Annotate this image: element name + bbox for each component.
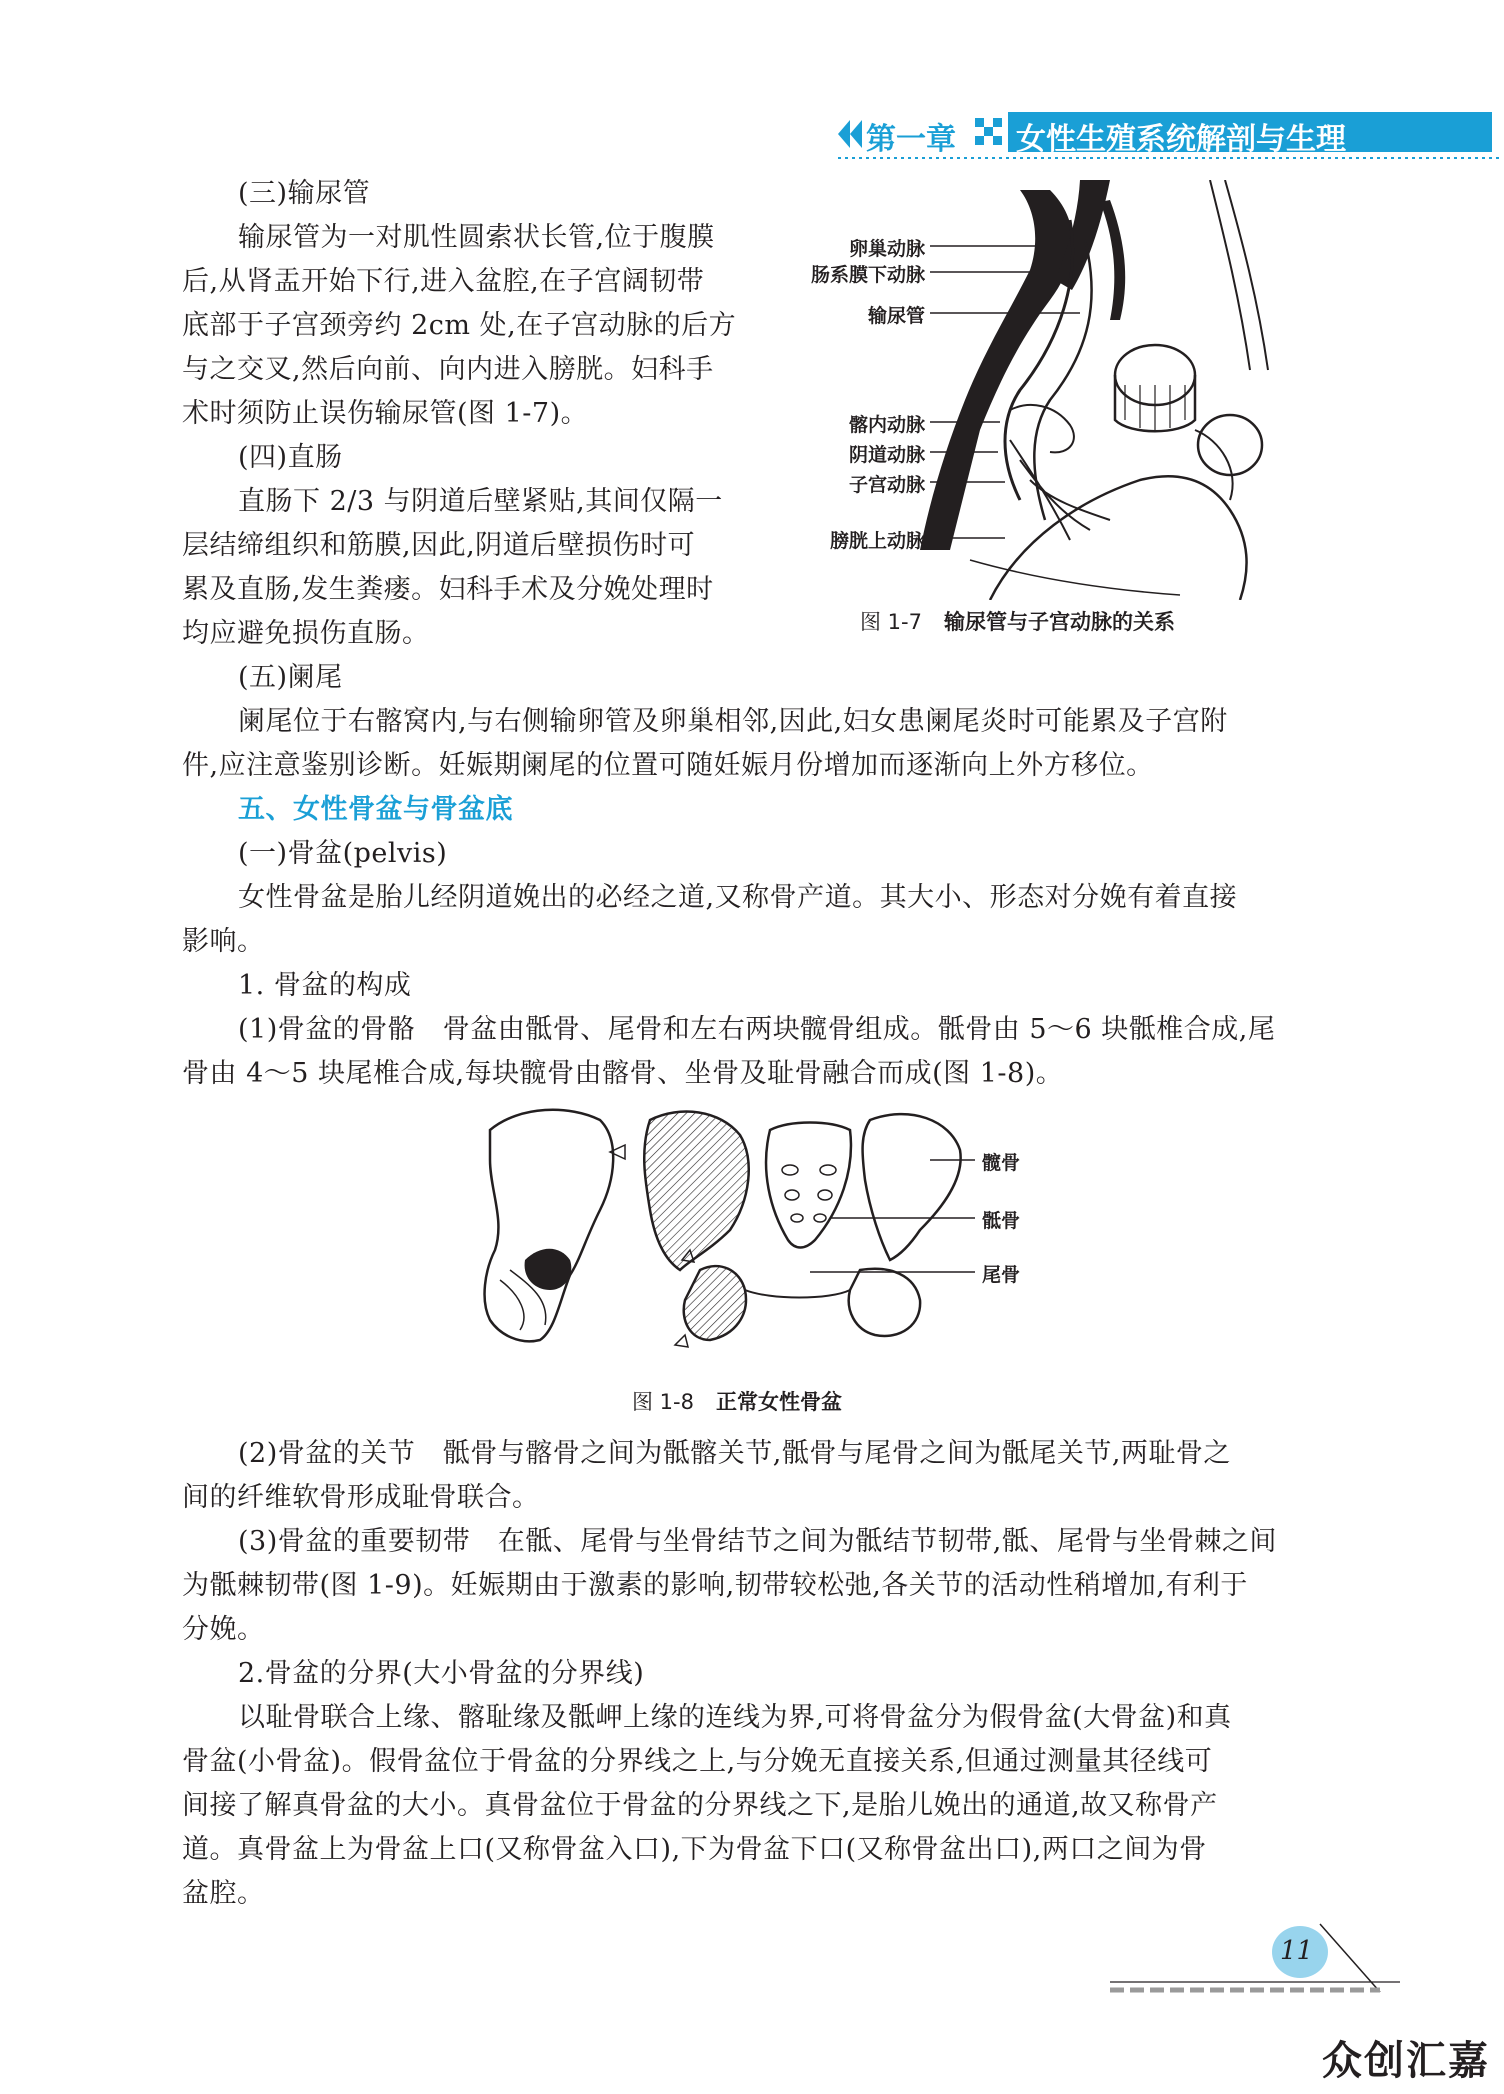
- section-heading-pelvis-floor: 五、女性骨盆与骨盆底: [238, 794, 513, 825]
- para-boundary-line5: 盆腔。: [182, 1878, 265, 1909]
- para-rectum-line4: 均应避免损伤直肠。: [182, 618, 430, 649]
- figure-1-8-title: 正常女性骨盆: [715, 1390, 842, 1414]
- label-ovarian-artery: 卵巢动脉: [848, 238, 925, 260]
- figure-1-8-number: 图 1-8: [632, 1390, 694, 1414]
- para-ureter-line1: 输尿管为一对肌性圆索状长管,位于腹膜: [238, 222, 715, 253]
- page-number: 11: [1280, 1936, 1314, 1966]
- chapter-header: [830, 108, 1504, 160]
- figure-1-7-title: 输尿管与子宫动脉的关系: [943, 610, 1175, 634]
- para-ligaments-line1: (3)骨盆的重要韧带 在骶、尾骨与坐骨结节之间为骶结节韧带,骶、尾骨与坐骨棘之间: [238, 1526, 1277, 1557]
- heading-composition: 1. 骨盆的构成: [238, 970, 412, 1001]
- para-ligaments-line2: 为骶棘韧带(图 1-9)。妊娠期由于激素的影响,韧带较松弛,各关节的活动性稍增加,有利于: [182, 1570, 1248, 1601]
- page-footer: [1090, 1910, 1420, 2010]
- figure-1-8-caption: [632, 1386, 842, 1416]
- para-boundary-line1: 以耻骨联合上缘、髂耻缘及骶岬上缘的连线为界,可将骨盆分为假骨盆(大骨盆)和真: [238, 1702, 1232, 1733]
- female-pelvis-illustration: [470, 1100, 1050, 1360]
- heading-appendix: (五)阑尾: [238, 662, 343, 693]
- para-ureter-line5: 术时须防止误伤输尿管(图 1-7)。: [182, 398, 589, 429]
- para-pelvis-line2: 影响。: [182, 926, 265, 957]
- chapter-title: 女性生殖系统解剖与生理: [1016, 122, 1346, 157]
- para-joints-line2: 间的纤维软骨形成耻骨联合。: [182, 1482, 540, 1513]
- para-composition-line1: (1)骨盆的骨骼 骨盆由骶骨、尾骨和左右两块髋骨组成。骶骨由 5～6 块骶椎合成,尾: [238, 1014, 1276, 1045]
- label-coccyx: 尾骨: [982, 1264, 1021, 1286]
- para-joints-line1: (2)骨盆的关节 骶骨与髂骨之间为骶髂关节,骶骨与尾骨之间为骶尾关节,两耻骨之: [238, 1438, 1231, 1469]
- para-boundary-line4: 道。真骨盆上为骨盆上口(又称骨盆入口),下为骨盆下口(又称骨盆出口),两口之间为骨: [182, 1834, 1207, 1865]
- para-ureter-line2: 后,从肾盂开始下行,进入盆腔,在子宫阔韧带: [182, 266, 705, 297]
- heading-pelvis: (一)骨盆(pelvis): [238, 838, 448, 869]
- para-appendix-line2: 件,应注意鉴别诊断。妊娠期阑尾的位置可随妊娠月份增加而逐渐向上外方移位。: [182, 750, 1154, 781]
- para-boundary-line2: 骨盆(小骨盆)。假骨盆位于骨盆的分界线之上,与分娩无直接关系,但通过测量其径线可: [182, 1746, 1213, 1777]
- label-superior-vesical-artery: 膀胱上动脉: [829, 530, 925, 552]
- figure-1-7: [780, 180, 1300, 640]
- heading-rectum: (四)直肠: [238, 442, 343, 473]
- para-ureter-line4: 与之交叉,然后向前、向内进入膀胱。妇科手: [182, 354, 714, 385]
- heading-boundary: 2.骨盆的分界(大小骨盆的分界线): [238, 1658, 645, 1689]
- para-ligaments-line3: 分娩。: [182, 1614, 265, 1645]
- label-uterine-artery: 子宫动脉: [848, 474, 925, 496]
- para-boundary-line3: 间接了解真骨盆的大小。真骨盆位于骨盆的分界线之下,是胎儿娩出的通道,故又称骨产: [182, 1790, 1218, 1821]
- chapter-number: 第一章: [866, 122, 956, 157]
- para-rectum-line3: 累及直肠,发生粪瘘。妇科手术及分娩处理时: [182, 574, 714, 605]
- para-appendix-line1: 阑尾位于右髂窝内,与右侧输卵管及卵巢相邻,因此,妇女患阑尾炎时可能累及子宫附: [238, 706, 1228, 737]
- heading-ureter: (三)输尿管: [238, 178, 371, 209]
- para-ureter-line3: 底部于子宫颈旁约 2cm 处,在子宫动脉的后方: [182, 310, 737, 341]
- para-composition-line2: 骨由 4～5 块尾椎合成,每块髋骨由髂骨、坐骨及耻骨融合而成(图 1-8)。: [182, 1058, 1064, 1089]
- figure-1-7-caption: [860, 606, 1175, 636]
- label-inferior-mesenteric-artery: 肠系膜下动脉: [810, 264, 925, 286]
- para-rectum-line2: 层结缔组织和筋膜,因此,阴道后壁损伤时可: [182, 530, 696, 561]
- para-pelvis-line1: 女性骨盆是胎儿经阴道娩出的必经之道,又称骨产道。其大小、形态对分娩有着直接: [238, 882, 1238, 913]
- para-rectum-line1: 直肠下 2/3 与阴道后壁紧贴,其间仅隔一: [238, 486, 723, 517]
- label-internal-iliac-artery: 髂内动脉: [848, 414, 925, 436]
- label-vaginal-artery: 阴道动脉: [848, 444, 925, 466]
- label-sacrum: 骶骨: [982, 1210, 1021, 1232]
- label-hip-bone: 髋骨: [982, 1152, 1021, 1174]
- watermark: 众创汇嘉: [1322, 2038, 1490, 2084]
- footer-decoration: [1090, 1910, 1420, 2010]
- figure-1-7-number: 图 1-7: [860, 610, 922, 634]
- label-ureter: 输尿管: [867, 305, 925, 327]
- figure-1-8: [470, 1100, 1050, 1360]
